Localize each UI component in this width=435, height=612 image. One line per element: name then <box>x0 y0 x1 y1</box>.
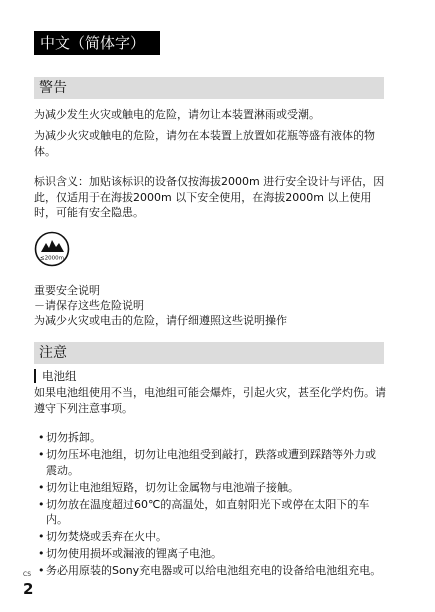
important-safety-instructions: 为减少火灾或电击的危险，请仔细遵照这些说明操作 <box>34 314 287 327</box>
important-safety-keep: －请保存这些危险说明 <box>34 299 144 312</box>
warning-paragraph-liquid: 为减少火灾或触电的危险，请勿在本装置上放置如花瓶等盛有液体的物体。 <box>34 129 375 158</box>
battery-subheading: 电池组 <box>34 369 77 383</box>
altitude-icon-label: ≤2000m <box>40 255 64 262</box>
caution-heading: 注意 <box>34 342 384 364</box>
list-item: • 切勿拆卸。 <box>34 430 386 446</box>
altitude-2000m-icon <box>34 231 70 267</box>
list-item: • 切勿放在温度超过60℃的高温处，如直射阳光下或停在太阳下的车内。 <box>34 497 386 528</box>
page-number: 2 <box>23 580 34 598</box>
battery-precautions-list <box>34 430 386 580</box>
list-item: • 切勿焚烧或丢弃在火中。 <box>34 529 386 545</box>
important-safety-title: 重要安全说明 <box>34 284 100 297</box>
warning-paragraph-altitude: 标识含义：加贴该标识的设备仅按海拔2000m 进行安全设计与评估，因此，仅适用于在海拔2000m 以下安全使用，在海拔2000m 以上使用时，可能有安全隐患。 <box>34 175 385 219</box>
warning-paragraph-rain: 为减少发生火灾或触电的危险，请勿让本装置淋雨或受潮。 <box>34 108 320 121</box>
list-item: • 切勿使用损坏或漏液的锂离子电池。 <box>34 546 386 562</box>
language-code: CS <box>23 571 31 578</box>
list-item: • 务必用原装的Sony充电器或可以给电池组充电的设备给电池组充电。 <box>34 563 386 579</box>
list-item: • 切勿让电池组短路，切勿让金属物与电池端子接触。 <box>34 480 386 496</box>
battery-intro: 如果电池组使用不当，电池组可能会爆炸，引起火灾，甚至化学灼伤。请遵守下列注意事项。 <box>34 386 386 415</box>
list-item: • 切勿压坏电池组，切勿让电池组受到敲打，跌落或遭到踩踏等外力或震动。 <box>34 447 386 478</box>
warning-heading: 警告 <box>34 77 384 99</box>
language-tab: 中文（简体字） <box>34 31 160 55</box>
